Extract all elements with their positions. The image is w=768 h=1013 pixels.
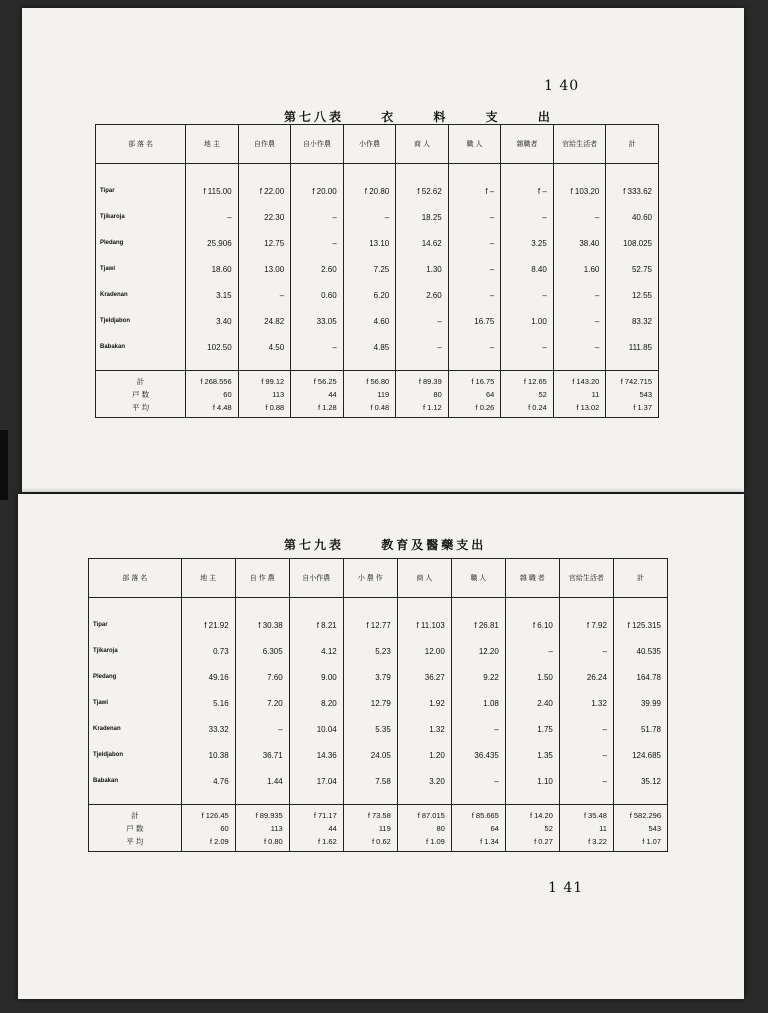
summary-cell: f 56.80 [343, 371, 396, 389]
summary-cell: 64 [448, 388, 501, 401]
village-name: Tjawi [96, 256, 186, 282]
header-row [89, 559, 668, 598]
table-cell: – [343, 204, 396, 230]
table-row [96, 308, 659, 334]
table-cell: – [448, 282, 501, 308]
summary-row [89, 835, 668, 852]
table-cell: 1.08 [451, 690, 505, 716]
header-row [96, 125, 659, 164]
table-row [96, 256, 659, 282]
summary-cell: f 89.935 [235, 805, 289, 823]
summary-cell: f 0.88 [238, 401, 291, 418]
table-cell: 14.36 [289, 742, 343, 768]
summary-cell: 119 [343, 822, 397, 835]
village-name: Babakan [96, 334, 186, 371]
column-header: 職 人 [451, 559, 505, 598]
village-name: Kradenan [89, 716, 182, 742]
table-cell: 1.30 [396, 256, 449, 282]
table-cell: 7.58 [343, 768, 397, 805]
summary-cell: f 1.09 [397, 835, 451, 852]
column-header: 小作農 [343, 125, 396, 164]
table-cell: 51.78 [613, 716, 667, 742]
table-cell: 2.60 [291, 256, 344, 282]
summary-cell: f 2.09 [181, 835, 235, 852]
table-cell: 1.92 [397, 690, 451, 716]
table-cell: – [291, 334, 344, 371]
summary-cell: f 16.75 [448, 371, 501, 389]
column-header: 計 [613, 559, 667, 598]
table-cell: 4.50 [238, 334, 291, 371]
table-cell: 35.12 [613, 768, 667, 805]
summary-cell: f 1.37 [606, 401, 659, 418]
table-cell: 3.79 [343, 664, 397, 690]
table-cell: 8.40 [501, 256, 554, 282]
summary-label: 計 [89, 805, 182, 823]
summary-cell: 60 [186, 388, 239, 401]
table-cell: 7.60 [235, 664, 289, 690]
table-cell: – [451, 716, 505, 742]
table-cell: 1.32 [397, 716, 451, 742]
table-cell: 12.79 [343, 690, 397, 716]
table-cell: 124.685 [613, 742, 667, 768]
summary-label: 戸 数 [96, 388, 186, 401]
village-name: Tjeldjabon [89, 742, 182, 768]
summary-cell: 80 [397, 822, 451, 835]
table-cell: 24.82 [238, 308, 291, 334]
summary-cell: f 14.20 [505, 805, 559, 823]
table-cell: f 125.315 [613, 598, 667, 639]
table-cell: f 20.00 [291, 164, 344, 205]
table-cell: – [501, 334, 554, 371]
summary-cell: f 56.25 [291, 371, 344, 389]
table-cell: 16.75 [448, 308, 501, 334]
table-cell: 12.20 [451, 638, 505, 664]
table-cell: 1.32 [559, 690, 613, 716]
table-cell: – [553, 282, 606, 308]
table-cell: – [448, 334, 501, 371]
summary-cell: f 1.12 [396, 401, 449, 418]
page-140 [22, 8, 744, 492]
table-cell: 26.24 [559, 664, 613, 690]
table-cell: 5.23 [343, 638, 397, 664]
table-row [89, 664, 668, 690]
page-number: 1 40 [544, 78, 580, 94]
summary-cell: 119 [343, 388, 396, 401]
table-cell: 4.85 [343, 334, 396, 371]
table-cell: 17.04 [289, 768, 343, 805]
table-cell: 4.76 [181, 768, 235, 805]
column-header: 職 人 [448, 125, 501, 164]
summary-cell: 44 [289, 822, 343, 835]
table-cell: 18.25 [396, 204, 449, 230]
table-cell: 1.50 [505, 664, 559, 690]
table-cell: 39.99 [613, 690, 667, 716]
summary-cell: f 0.80 [235, 835, 289, 852]
table-cell: – [291, 230, 344, 256]
summary-cell: 113 [235, 822, 289, 835]
page-number: 1 41 [548, 880, 584, 896]
summary-cell: f 99.12 [238, 371, 291, 389]
summary-cell: f 3.22 [559, 835, 613, 852]
summary-cell: f 0.62 [343, 835, 397, 852]
table-cell: 1.75 [505, 716, 559, 742]
table-cell: 1.00 [501, 308, 554, 334]
table-cell: 40.535 [613, 638, 667, 664]
table-cell: f 20.80 [343, 164, 396, 205]
table-cell: 8.20 [289, 690, 343, 716]
table-cell: 3.20 [397, 768, 451, 805]
table-cell: f 6.10 [505, 598, 559, 639]
table-cell: f 103.20 [553, 164, 606, 205]
summary-cell: f 73.58 [343, 805, 397, 823]
summary-row [96, 388, 659, 401]
column-header: 自小作農 [289, 559, 343, 598]
table-cell: 2.60 [396, 282, 449, 308]
table-cell: 33.05 [291, 308, 344, 334]
table-cell: f 52.62 [396, 164, 449, 205]
education-medical-expenditure-table [88, 558, 668, 852]
table-cell: 10.04 [289, 716, 343, 742]
column-header: 自作農 [238, 125, 291, 164]
table-cell: 36.435 [451, 742, 505, 768]
summary-row [96, 371, 659, 389]
summary-cell: f 89.39 [396, 371, 449, 389]
table-cell: f 26.81 [451, 598, 505, 639]
summary-row [96, 401, 659, 418]
column-header: 官給生活者 [559, 559, 613, 598]
table-cell: 9.22 [451, 664, 505, 690]
summary-cell: f 87.015 [397, 805, 451, 823]
table-cell: f 11.103 [397, 598, 451, 639]
column-header: 商 人 [396, 125, 449, 164]
table-cell: f 115.00 [186, 164, 239, 205]
table-cell: f 333.62 [606, 164, 659, 205]
summary-cell: 113 [238, 388, 291, 401]
village-name: Tjikaroja [89, 638, 182, 664]
table-cell: 25.906 [186, 230, 239, 256]
summary-cell: 543 [606, 388, 659, 401]
column-header: 地 主 [181, 559, 235, 598]
table-cell: 5.35 [343, 716, 397, 742]
table-cell: 13.10 [343, 230, 396, 256]
column-header: 部 落 名 [89, 559, 182, 598]
summary-cell: f 1.28 [291, 401, 344, 418]
column-header: 部 落 名 [96, 125, 186, 164]
table-cell: 2.40 [505, 690, 559, 716]
table-cell: – [291, 204, 344, 230]
summary-cell: 52 [501, 388, 554, 401]
table-cell: – [501, 204, 554, 230]
column-header: 雜職者 [501, 125, 554, 164]
table-cell: 0.73 [181, 638, 235, 664]
table-cell: – [451, 768, 505, 805]
table-cell: – [559, 716, 613, 742]
summary-cell: 60 [181, 822, 235, 835]
summary-cell: f 0.24 [501, 401, 554, 418]
summary-cell: f 1.62 [289, 835, 343, 852]
summary-cell: f 0.48 [343, 401, 396, 418]
summary-label: 平 均 [89, 835, 182, 852]
table-cell: 12.00 [397, 638, 451, 664]
column-header: 雜 職 者 [505, 559, 559, 598]
table-cell: f 22.00 [238, 164, 291, 205]
village-name: Tjeldjabon [96, 308, 186, 334]
table-cell: 36.71 [235, 742, 289, 768]
table-cell: – [553, 334, 606, 371]
summary-label: 平 均 [96, 401, 186, 418]
village-name: Tjawi [89, 690, 182, 716]
summary-cell: f 0.26 [448, 401, 501, 418]
summary-label: 計 [96, 371, 186, 389]
summary-cell: f 13.02 [553, 401, 606, 418]
summary-cell: f 742.715 [606, 371, 659, 389]
table-cell: – [501, 282, 554, 308]
table-cell: – [553, 204, 606, 230]
table-row [96, 230, 659, 256]
table-cell: 1.20 [397, 742, 451, 768]
summary-cell: 64 [451, 822, 505, 835]
summary-cell: f 4.48 [186, 401, 239, 418]
table-cell: 102.50 [186, 334, 239, 371]
table-cell: 1.44 [235, 768, 289, 805]
table-cell: 5.16 [181, 690, 235, 716]
table-cell: 4.12 [289, 638, 343, 664]
table-cell: f 7.92 [559, 598, 613, 639]
table-cell: 10.38 [181, 742, 235, 768]
table-cell: 52.75 [606, 256, 659, 282]
table-cell: 3.25 [501, 230, 554, 256]
table-cell: 6.20 [343, 282, 396, 308]
table-title: 第七八表 衣 料 支 出 [284, 110, 553, 124]
table-cell: 7.25 [343, 256, 396, 282]
column-header: 地 主 [186, 125, 239, 164]
table-cell: – [559, 768, 613, 805]
summary-cell: f 1.07 [613, 835, 667, 852]
table-cell: f 12.77 [343, 598, 397, 639]
table-cell: 1.35 [505, 742, 559, 768]
table-row [89, 768, 668, 805]
summary-cell: 543 [613, 822, 667, 835]
table-cell: 6.305 [235, 638, 289, 664]
table-title: 第七九表 教育及醫藥支出 [284, 538, 487, 552]
table-cell: 12.55 [606, 282, 659, 308]
page-141 [18, 494, 744, 999]
table-cell: f 30.38 [235, 598, 289, 639]
table-cell: – [396, 308, 449, 334]
table-cell: – [448, 256, 501, 282]
table-row [89, 716, 668, 742]
table-cell: 83.32 [606, 308, 659, 334]
table-row [96, 282, 659, 308]
table-row [96, 334, 659, 371]
summary-cell: f 143.20 [553, 371, 606, 389]
table-cell: 164.78 [613, 664, 667, 690]
table-cell: 9.00 [289, 664, 343, 690]
summary-cell: 44 [291, 388, 344, 401]
summary-cell: f 35.48 [559, 805, 613, 823]
table-cell: 18.60 [186, 256, 239, 282]
column-header: 商 人 [397, 559, 451, 598]
table-cell: 13.00 [238, 256, 291, 282]
table-row [89, 638, 668, 664]
summary-cell: 52 [505, 822, 559, 835]
column-header: 小 農 作 [343, 559, 397, 598]
village-name: Pledang [89, 664, 182, 690]
table-cell: – [396, 334, 449, 371]
summary-cell: f 71.17 [289, 805, 343, 823]
table-cell: 36.27 [397, 664, 451, 690]
table-cell: 111.85 [606, 334, 659, 371]
table-cell: – [559, 638, 613, 664]
summary-cell: f 0.27 [505, 835, 559, 852]
clothing-expenditure-table [95, 124, 659, 418]
village-name: Tjikaroja [96, 204, 186, 230]
summary-cell: f 85.665 [451, 805, 505, 823]
table-cell: f 21.92 [181, 598, 235, 639]
table-cell: – [553, 308, 606, 334]
table-cell: 0.60 [291, 282, 344, 308]
summary-cell: 11 [559, 822, 613, 835]
summary-row [89, 822, 668, 835]
summary-cell: 11 [553, 388, 606, 401]
table-cell: – [235, 716, 289, 742]
table-cell: – [186, 204, 239, 230]
table-cell: 1.10 [505, 768, 559, 805]
summary-cell: f 12.65 [501, 371, 554, 389]
table-cell: 38.40 [553, 230, 606, 256]
table-cell: 7.20 [235, 690, 289, 716]
table-cell: 1.60 [553, 256, 606, 282]
table-cell: – [559, 742, 613, 768]
table-cell: – [448, 204, 501, 230]
summary-cell: 80 [396, 388, 449, 401]
table-cell: 3.40 [186, 308, 239, 334]
column-header: 自小作農 [291, 125, 344, 164]
table-cell: 33.32 [181, 716, 235, 742]
table-cell: – [238, 282, 291, 308]
table-cell: 12.75 [238, 230, 291, 256]
summary-row [89, 805, 668, 823]
table-cell: f – [448, 164, 501, 205]
column-header: 計 [606, 125, 659, 164]
village-name: Tipar [89, 598, 182, 639]
table-cell: 40.60 [606, 204, 659, 230]
table-row [89, 598, 668, 639]
table-row [89, 742, 668, 768]
table-cell: 49.16 [181, 664, 235, 690]
column-header: 自 作 農 [235, 559, 289, 598]
table-cell: 4.60 [343, 308, 396, 334]
scan-edge [0, 430, 8, 500]
village-name: Pledang [96, 230, 186, 256]
table-cell: 3.15 [186, 282, 239, 308]
table-row [96, 204, 659, 230]
table-cell: – [505, 638, 559, 664]
table-cell: 14.62 [396, 230, 449, 256]
village-name: Kradenan [96, 282, 186, 308]
table-cell: – [448, 230, 501, 256]
summary-cell: f 268.556 [186, 371, 239, 389]
summary-label: 戸 数 [89, 822, 182, 835]
table-row [96, 164, 659, 205]
summary-cell: f 1.34 [451, 835, 505, 852]
summary-cell: f 582.296 [613, 805, 667, 823]
table-row [89, 690, 668, 716]
table-cell: 108.025 [606, 230, 659, 256]
summary-cell: f 126.45 [181, 805, 235, 823]
table-cell: f 8.21 [289, 598, 343, 639]
table-cell: 22.30 [238, 204, 291, 230]
table-cell: f – [501, 164, 554, 205]
column-header: 官給生活者 [553, 125, 606, 164]
village-name: Babakan [89, 768, 182, 805]
village-name: Tipar [96, 164, 186, 205]
table-cell: 24.05 [343, 742, 397, 768]
